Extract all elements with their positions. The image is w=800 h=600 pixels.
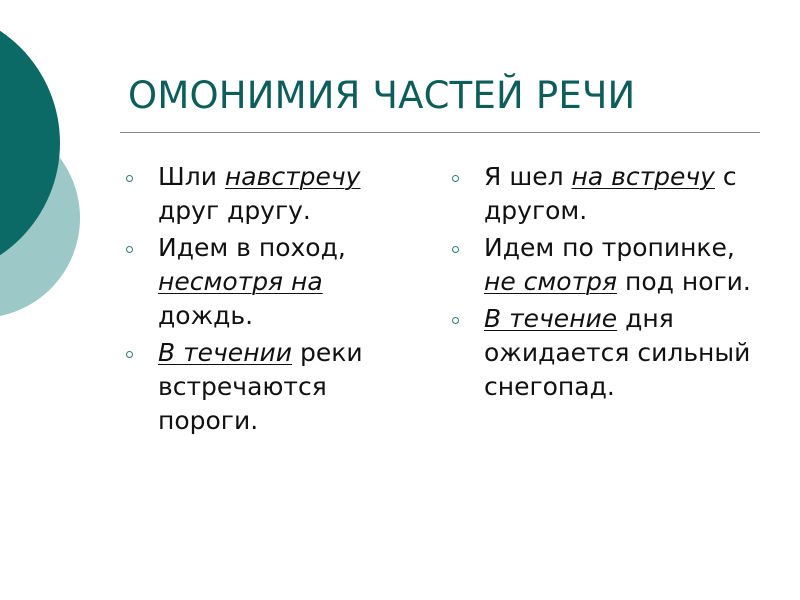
item-text-after: реки встречаются пороги. [158, 338, 363, 435]
list-item [126, 336, 416, 438]
list-item [452, 160, 767, 228]
bullet-icon [452, 246, 459, 253]
item-text-before: Идем по тропинке, [484, 233, 735, 262]
highlighted-word: В течении [158, 338, 293, 367]
highlighted-word: В течение [484, 304, 618, 333]
highlighted-word: несмотря на [158, 267, 323, 296]
item-text-after: дня ожидается сильный снегопад. [484, 304, 751, 401]
list-item [126, 231, 416, 333]
right-column [452, 160, 767, 407]
bullet-icon [126, 246, 133, 253]
bullet-icon [126, 351, 133, 358]
left-column [126, 160, 416, 441]
list-item [452, 302, 767, 404]
item-text-after: под ноги. [617, 267, 751, 296]
title-divider [120, 132, 760, 133]
item-text-before: Шли [158, 162, 225, 191]
list-item [126, 160, 416, 228]
item-text-before: Идем в поход, [158, 233, 346, 262]
slide-title: ОМОНИМИЯ ЧАСТЕЙ РЕЧИ [128, 74, 636, 117]
bullet-icon [452, 317, 459, 324]
highlighted-word: на встречу [571, 162, 715, 191]
item-text-before: Я шел [484, 162, 572, 191]
bullet-icon [452, 175, 459, 182]
item-text-after: друг другу. [158, 196, 311, 225]
bullet-icon [126, 175, 133, 182]
list-item [452, 231, 767, 299]
item-text-after: дождь. [158, 301, 254, 330]
highlighted-word: навстречу [224, 162, 361, 191]
item-text-after: с другом. [484, 162, 737, 225]
highlighted-word: не смотря [484, 267, 618, 296]
